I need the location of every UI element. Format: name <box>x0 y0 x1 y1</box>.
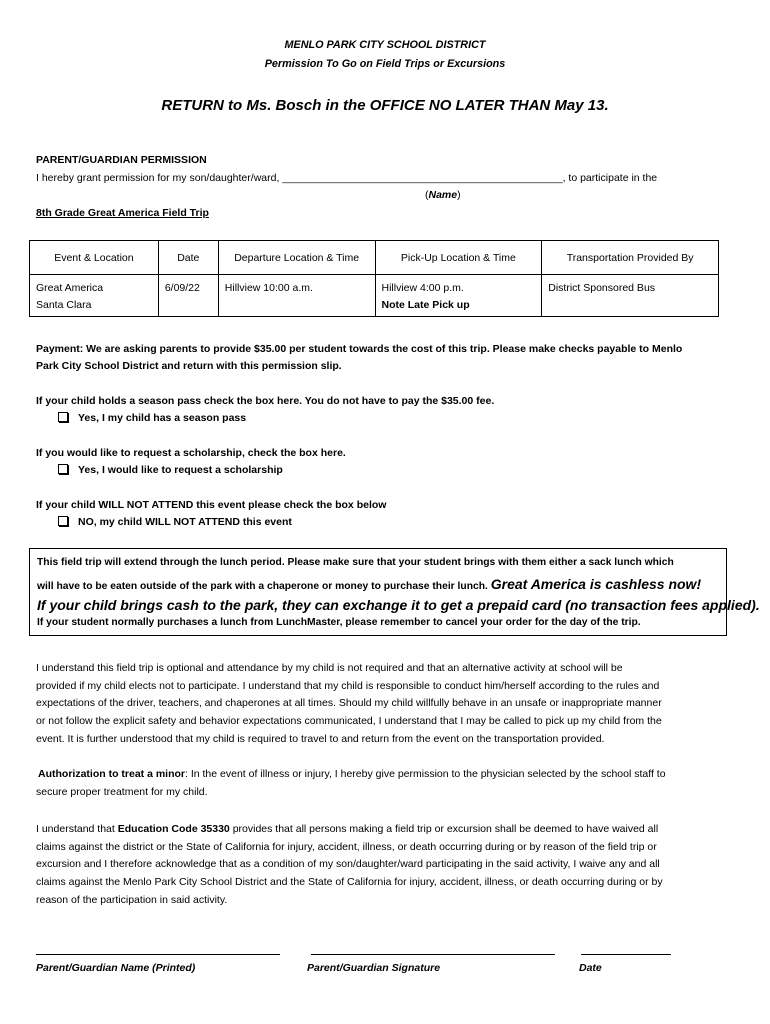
date-label: Date <box>579 962 602 974</box>
understanding-line: event. It is further understood that my child is required to travel to and return from the event on the transportation provided. <box>36 732 605 745</box>
season-pass-option[interactable] <box>58 412 246 424</box>
education-code-line: excursion and I therefore acknowledge that as a condition of my son/daughter/ward participating in the said activity, I waive any and all <box>36 858 660 871</box>
education-code-prefix: I understand that <box>36 823 118 835</box>
table-header: Date <box>158 241 218 275</box>
lunch-line-1: This field trip will extend through the lunch period. Please make sure that your student brings with them either a sack lunch which <box>37 557 674 568</box>
event-city: Santa Clara <box>36 299 92 311</box>
event-name: Great America <box>36 282 104 294</box>
understanding-paragraph <box>36 660 730 749</box>
understanding-line: I understand this field trip is optional and attendance by my child is not required and that an alternative activity at school will be <box>36 662 623 674</box>
form-subtitle: Permission To Go on Field Trips or Excursions <box>264 58 506 70</box>
return-notice: RETURN to Ms. Bosch in the OFFICE NO LATER THAN May 13. <box>161 97 609 114</box>
table-header: Departure Location & Time <box>218 241 375 275</box>
education-code-paragraph <box>36 821 730 910</box>
authorization-line-2: secure proper treatment for my child. <box>36 785 208 798</box>
education-code-line: claims against the district or the State of California for injury, accident, illness, or death occurring during or by reason of the field trip or <box>36 840 657 853</box>
scholarship-option[interactable] <box>58 464 283 476</box>
name-printed-label: Parent/Guardian Name (Printed) <box>36 962 196 974</box>
authorization-line-1 <box>36 766 730 784</box>
table-row <box>30 275 719 317</box>
district-title: MENLO PARK CITY SCHOOL DISTRICT <box>284 39 486 51</box>
signature-line[interactable] <box>311 954 555 955</box>
transport-cell: District Sponsored Bus <box>542 275 719 317</box>
lunch-line-4: If your student normally purchases a lunch from LunchMaster, please remember to cancel your order for the day of the trip. <box>37 617 641 628</box>
pickup-note: Note Late Pick up <box>381 299 470 311</box>
lunch-line-2-text: will have to be eaten outside of the park with a chaperone or money to purchase their lunch. <box>37 581 488 592</box>
name-signature-line[interactable] <box>36 954 280 955</box>
table-header: Pick-Up Location & Time <box>375 241 542 275</box>
understanding-line: or not follow the explicit safety and behavior expectations communicated, I understand that I may be called to pick up my child from the <box>36 715 662 728</box>
cashless-notice: Great America is cashless now! <box>490 576 702 592</box>
season-pass-label: Yes, I my child has a season pass <box>78 412 247 424</box>
understanding-line: provided if my child elects not to participate. I understand that my child is responsible to conduct him/herself according to the rules and <box>36 679 660 692</box>
lunch-line-2 <box>37 576 719 597</box>
understanding-line: expectations of the driver, teachers, and chaperones at all times. Should my child willfully behave in an unsafe or inappropriate manner <box>36 697 662 710</box>
education-code-line: claims against the Menlo Park City School District and the State of California for injury, accident, illness, or death occurring during or by <box>36 876 663 889</box>
not-attend-prompt: If your child WILL NOT ATTEND this event please check the box below <box>36 499 387 511</box>
table-header: Transportation Provided By <box>542 241 719 275</box>
grant-line: I hereby grant permission for my son/daughter/ward, ________________________________________________, to participate in the <box>36 172 658 184</box>
scholarship-label: Yes, I would like to request a scholarship <box>78 464 283 476</box>
lunch-line-3: If your child brings cash to the park, they can exchange it to get a prepaid card (no transaction fees applied). <box>37 597 760 613</box>
authorization-label: Authorization to treat a minor <box>38 768 185 780</box>
pickup-cell <box>375 275 542 317</box>
date-cell: 6/09/22 <box>158 275 218 317</box>
departure-cell: Hillview 10:00 a.m. <box>218 275 375 317</box>
trip-details-table <box>29 240 719 317</box>
event-location-cell <box>30 275 159 317</box>
permission-heading: PARENT/GUARDIAN PERMISSION <box>36 154 207 166</box>
not-attend-label: NO, my child WILL NOT ATTEND this event <box>78 516 292 528</box>
education-code-text: provides that all persons making a field trip or excursion shall be deemed to have waived all <box>229 823 659 835</box>
signature-label: Parent/Guardian Signature <box>307 962 441 974</box>
scholarship-prompt: If you would like to request a scholarship, check the box here. <box>36 447 346 459</box>
authorization-text: : In the event of illness or injury, I hereby give permission to the physician selected by the school staff to <box>185 768 666 780</box>
name-hint: (Name) <box>425 189 461 201</box>
pickup-time: Hillview 4:00 p.m. <box>381 282 464 294</box>
table-header-row <box>30 241 719 275</box>
table-header: Event & Location <box>30 241 159 275</box>
not-attend-checkbox[interactable] <box>58 516 68 526</box>
name-hint-text: Name <box>428 189 458 201</box>
date-line[interactable] <box>581 954 671 955</box>
scholarship-checkbox[interactable] <box>58 464 68 474</box>
payment-line-2: Park City School District and return with this permission slip. <box>36 360 342 372</box>
payment-line-1: Payment: We are asking parents to provide $35.00 per student towards the cost of this trip. Please make checks payable to Menlo <box>36 343 683 355</box>
education-code-line-1 <box>36 821 730 839</box>
not-attend-option[interactable] <box>58 516 292 528</box>
authorization-paragraph <box>36 766 730 801</box>
season-pass-checkbox[interactable] <box>58 412 68 422</box>
trip-name: 8th Grade Great America Field Trip <box>36 207 209 219</box>
education-code-line: reason of the participation in said activity. <box>36 893 228 906</box>
lunch-notice-box <box>29 548 760 636</box>
season-pass-prompt: If your child holds a season pass check the box here. You do not have to pay the $35.00 fee. <box>36 395 495 407</box>
education-code-number: Education Code 35330 <box>117 823 230 835</box>
